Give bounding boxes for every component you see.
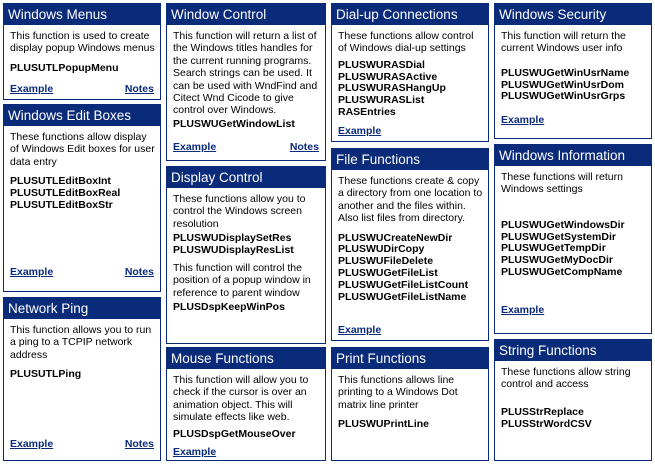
panel-title: Windows Edit Boxes: [4, 105, 160, 126]
panel-description: These functions allow display of Windows Edit boxes for user data entry: [10, 131, 155, 168]
notes-link[interactable]: Notes: [124, 266, 154, 278]
notes-link[interactable]: Notes: [289, 141, 319, 153]
function-name[interactable]: PLUSWUDisplayResList: [173, 244, 294, 257]
panel-description: This functions allows line printing to a Windows Dot matrix line printer: [338, 374, 458, 411]
panel-display-control: [166, 166, 326, 344]
panel-windows-information: [494, 144, 652, 334]
panel-network-ping: [3, 297, 161, 461]
function-name[interactable]: PLUSWUCreateNewDir: [338, 231, 453, 244]
function-name[interactable]: PLUSStrReplace: [501, 405, 584, 418]
example-link[interactable]: Example: [10, 83, 54, 95]
panel-mouse-functions: [166, 347, 326, 461]
panel-description: This function will allow you to check if the cursor is over an animation object. This will simulate effects like web.: [173, 374, 309, 424]
panel-title: Display Control: [167, 167, 325, 188]
example-link[interactable]: Example: [173, 141, 217, 153]
example-link[interactable]: Example: [173, 446, 217, 458]
panel-description: This function will return a list of the Windows titles handles for the current running programs. Search strings can be used. It can be used with WndFind and Citect Wnd Cicode to give control over Windows.: [173, 30, 318, 117]
function-name[interactable]: PLUSWUDisplaySetRes: [173, 232, 292, 245]
function-name[interactable]: PLUSWUDirCopy: [338, 243, 425, 256]
panel-description-secondary: This function will control the position of a popup window in reference to parent window: [173, 261, 311, 299]
function-name[interactable]: PLUSUTLPopupMenu: [10, 61, 119, 74]
panel-title: Dial-up Connections: [332, 4, 488, 25]
function-name[interactable]: PLUSDspKeepWinPos: [173, 301, 285, 314]
example-link[interactable]: Example: [501, 304, 545, 316]
panel-title: Window Control: [167, 4, 325, 25]
function-name[interactable]: RASEntries: [338, 106, 396, 118]
function-name[interactable]: PLUSWUGetMyDocDir: [501, 254, 614, 267]
panel-description: These functions will return Windows settings: [501, 171, 623, 196]
function-name[interactable]: PLUSWUGetWinUsrDom: [501, 78, 624, 91]
function-name[interactable]: PLUSWUGetFileListCount: [338, 278, 469, 291]
panel-description: These functions allow control of Windows dial-up settings: [338, 30, 474, 55]
function-name[interactable]: PLUSWURASList: [338, 94, 425, 107]
panel-description: This function will return the current Windows user info: [501, 30, 626, 55]
function-name[interactable]: PLUSWUGetFileList: [338, 267, 438, 280]
function-name[interactable]: PLUSUTLEditBoxReal: [10, 187, 121, 200]
panel-description: This function is used to create display popup Windows menus: [10, 30, 155, 55]
function-name[interactable]: PLUSWURASActive: [338, 70, 438, 83]
function-name[interactable]: PLUSWUGetWindowsDir: [501, 218, 625, 231]
function-name[interactable]: PLUSStrWordCSV: [501, 417, 592, 430]
function-name[interactable]: PLUSDspGetMouseOver: [173, 427, 296, 440]
function-name[interactable]: PLUSWURASDial: [338, 58, 425, 71]
notes-link[interactable]: Notes: [124, 438, 154, 450]
panel-description: These functions allow string control and access: [501, 366, 631, 391]
example-link[interactable]: Example: [10, 266, 54, 278]
panel-title: Network Ping: [4, 298, 160, 319]
panel-title: Print Functions: [332, 348, 488, 369]
panel-title: Windows Menus: [4, 4, 160, 25]
function-name[interactable]: PLUSWUGetWindowList: [173, 117, 295, 130]
function-name[interactable]: PLUSWUPrintLine: [338, 418, 429, 431]
function-name[interactable]: PLUSWUGetWinUsrName: [501, 66, 630, 79]
example-link[interactable]: Example: [501, 114, 545, 126]
panel-file-functions: [331, 148, 489, 341]
function-name[interactable]: PLUSWUGetSystemDir: [501, 230, 616, 243]
panel-print-functions: [331, 347, 489, 461]
panel-windows-menus: [3, 3, 161, 100]
panel-title: Mouse Functions: [167, 348, 325, 369]
function-name[interactable]: PLUSWUGetTempDir: [501, 242, 606, 255]
example-link[interactable]: Example: [10, 438, 54, 450]
panel-description: This function allows you to run a ping to a TCPIP network address: [10, 324, 152, 361]
function-name[interactable]: PLUSWUGetCompName: [501, 266, 623, 278]
panel-title: File Functions: [332, 149, 488, 170]
function-name[interactable]: PLUSUTLEditBoxStr: [10, 198, 113, 211]
notes-link[interactable]: Notes: [124, 83, 154, 95]
panel-windows-security: [494, 3, 652, 139]
function-name[interactable]: PLUSWUGetFileListName: [338, 290, 467, 303]
function-name[interactable]: PLUSWUGetWinUsrGrps: [501, 90, 626, 103]
function-name[interactable]: PLUSWURASHangUp: [338, 82, 446, 95]
panel-windows-edit-boxes: [3, 104, 161, 292]
function-name[interactable]: PLUSUTLPing: [10, 368, 82, 381]
panel-window-control: [166, 3, 326, 161]
function-name[interactable]: PLUSWUFileDelete: [338, 255, 434, 268]
example-link[interactable]: Example: [338, 125, 382, 137]
panel-description: These functions create & copy a directory from one location to another and the files within. Also list files from directory.: [338, 175, 483, 225]
panel-title: Windows Security: [495, 4, 651, 25]
panel-string-functions: [494, 339, 652, 461]
panel-title: String Functions: [495, 340, 651, 361]
panel-description: These functions allow you to control the Windows screen resolution: [173, 193, 306, 230]
panel-title: Windows Information: [495, 145, 651, 166]
example-link[interactable]: Example: [338, 324, 382, 336]
function-name[interactable]: PLUSUTLEditBoxInt: [10, 175, 111, 188]
panel-dialup-connections: [331, 3, 489, 142]
